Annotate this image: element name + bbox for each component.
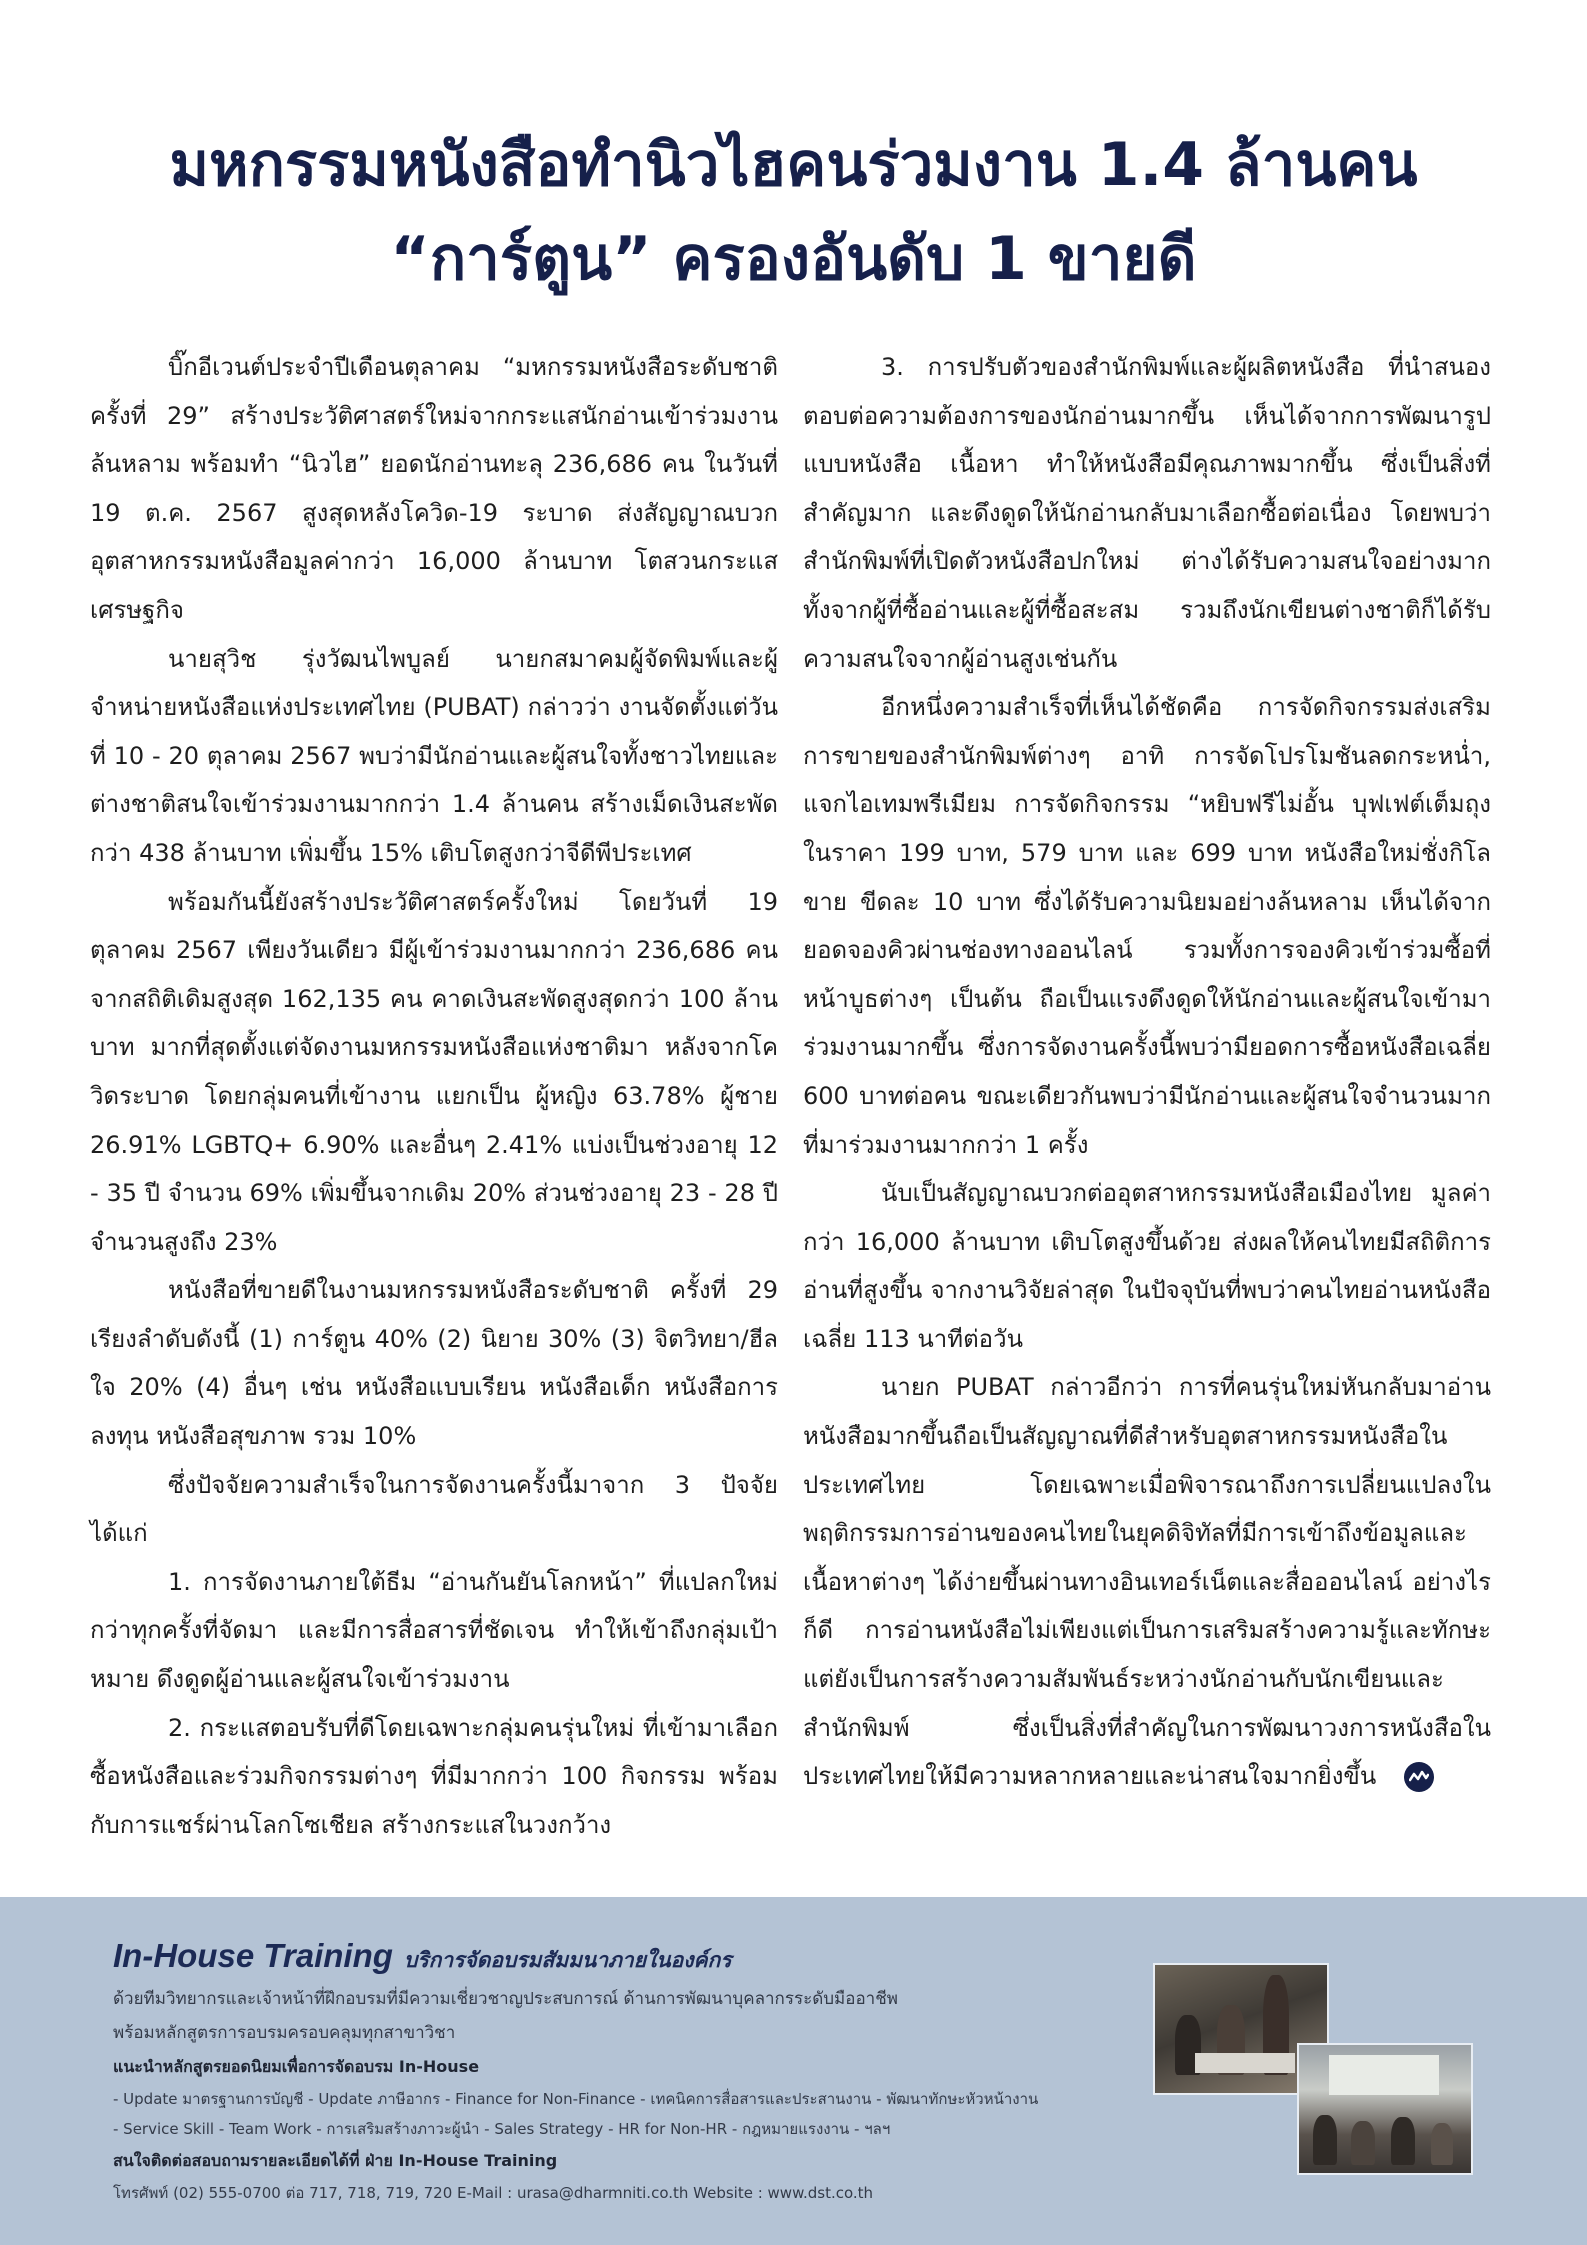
headline-line-2: “การ์ตูน” ครองอันดับ 1 ขายดี: [390, 224, 1197, 294]
article-right-column: [803, 343, 1491, 1801]
paragraph: 3. การปรับตัวของสำนักพิมพ์และผู้ผลิตหนังสือ ที่นำสนองตอบต่อความต้องการของนักอ่านมากขึ้น เห็นได้จากการพัฒนารูปแบบหนังสือ เนื้อหา ทำให้หนังสือมีคุณภาพมากขึ้น ซึ่งเป็นสิ่งที่สำคัญมาก และดึงดูดให้นักอ่านกลับมาเลือกซื้อต่อเนื่อง โดยพบว่า สำนักพิมพ์ที่เปิดตัวหนังสือปกใหม่ ต่างได้รับความสนใจอย่างมาก ทั้งจากผู้ที่ซื้ออ่านและผู้ที่ซื้อสะสม รวมถึงนักเขียนต่างชาติก็ได้รับความสนใจจากผู้อ่านสูงเช่นกัน: [803, 353, 1491, 673]
footer-brand-subtitle: บริการจัดอบรมสัมมนาภายในองค์กร: [404, 1948, 732, 1972]
paragraph: 1. การจัดงานภายใต้ธีม “อ่านกันยันโลกหน้า” ที่แปลกใหม่กว่าทุกครั้งที่จัดมา และมีการสื่อสารที่ชัดเจน ทำให้เข้าถึงกลุ่มเป้าหมาย ดึงดูดผู้อ่านและผู้สนใจเข้าร่วมงาน: [90, 1567, 778, 1694]
footer-description-line-2: พร้อมหลักสูตรการอบรมครอบคลุมทุกสาขาวิชา: [113, 2023, 456, 2043]
paragraph: นายสุวิช รุ่งวัฒนไพบูลย์ นายกสมาคมผู้จัดพิมพ์และผู้จำหน่ายหนังสือแห่งประเทศไทย (PUBAT) กล่าวว่า งานจัดตั้งแต่วันที่ 10 - 20 ตุลาคม 2567 พบว่ามีนักอ่านและผู้สนใจทั้งชาวไทยและต่างชาติสนใจเข้าร่วมงานมากกว่า 1.4 ล้านคน สร้างเม็ดเงินสะพัดกว่า 438 ล้านบาท เพิ่มขึ้น 15% เติบโตสูงกว่าจีดีพีประเทศ: [90, 644, 778, 867]
footer-contact-line: โทรศัพท์ (02) 555-0700 ต่อ 717, 718, 719, 720 E-Mail : urasa@dharmniti.co.th Website : www.dst.co.th: [113, 2184, 874, 2202]
paragraph-last: [803, 1363, 1491, 1800]
footer-courses-heading: แนะนำหลักสูตรยอดนิยมเพื่อการจัดอบรม In-House: [113, 2057, 480, 2076]
end-of-article-icon: [1404, 1762, 1434, 1792]
footer-title: [113, 1937, 732, 1977]
article-left-column: [90, 343, 778, 1849]
paragraph: หนังสือที่ขายดีในงานมหกรรมหนังสือระดับชาติ ครั้งที่ 29 เรียงลำดับดังนี้ (1) การ์ตูน 40% (2) นิยาย 30% (3) จิตวิทยา/ฮีลใจ 20% (4) อื่นๆ เช่น หนังสือแบบเรียน หนังสือเด็ก หนังสือการลงทุน หนังสือสุขภาพ รวม 10%: [90, 1276, 778, 1451]
paragraph: นับเป็นสัญญาณบวกต่ออุตสาหกรรมหนังสือเมืองไทย มูลค่ากว่า 16,000 ล้านบาท เติบโตสูงขึ้นด้วย ส่งผลให้คนไทยมีสถิติการอ่านที่สูงขึ้น จากงานวิจัยล่าสุด ในปัจจุบันที่พบว่าคนไทยอ่านหนังสือเฉลี่ย 113 นาทีต่อวัน: [803, 1179, 1491, 1353]
footer-brand: In-House Training: [113, 1937, 393, 1974]
footer-ad-panel: [0, 1897, 1587, 2245]
headline-line-1: มหกรรมหนังสือทำนิวไฮคนร่วมงาน 1.4 ล้านคน: [169, 130, 1418, 200]
footer-contact-heading: สนใจติดต่อสอบถามรายละเอียดได้ที่ ฝ่าย In-House Training: [113, 2151, 558, 2170]
paragraph: บิ๊กอีเวนต์ประจำปีเดือนตุลาคม “มหกรรมหนังสือระดับชาติ ครั้งที่ 29” สร้างประวัติศาสตร์ใหม่จากกระแสนักอ่านเข้าร่วมงานล้นหลาม พร้อมทำ “นิวไฮ” ยอดนักอ่านทะลุ 236,686 คน ในวันที่ 19 ต.ค. 2567 สูงสุดหลังโควิด-19 ระบาด ส่งสัญญาณบวกอุตสาหกรรมหนังสือมูลค่ากว่า 16,000 ล้านบาท โตสวนกระแสเศรษฐกิจ: [90, 353, 778, 624]
paragraph-text: นายก PUBAT กล่าวอีกว่า การที่คนรุ่นใหม่หันกลับมาอ่านหนังสือมากขึ้นถือเป็นสัญญาณที่ดีสำหรับอุตสาหกรรมหนังสือในประเทศไทย โดยเฉพาะเมื่อพิจารณาถึงการเปลี่ยนแปลงในพฤติกรรมการอ่านของคนไทยในยุคดิจิทัลที่มีการเข้าถึงข้อมูลและเนื้อหาต่างๆ ได้ง่ายขึ้นผ่านทางอินเทอร์เน็ตและสื่อออนไลน์ อย่างไรก็ดี การอ่านหนังสือไม่เพียงแต่เป็นการเสริมสร้างความรู้และทักษะ แต่ยังเป็นการสร้างความสัมพันธ์ระหว่างนักอ่านกับนักเขียนและสำนักพิมพ์ ซึ่งเป็นสิ่งที่สำคัญในการพัฒนาวงการหนังสือในประเทศไทยให้มีความหลากหลายและน่าสนใจมากยิ่งขึ้น: [803, 1373, 1491, 1791]
footer-courses-line-2: - Service Skill - Team Work - การเสริมสร้างภาวะผู้นำ - Sales Strategy - HR for Non-HR - กฎหมายแรงงาน - ฯลฯ: [113, 2120, 891, 2138]
footer-courses-line-1: - Update มาตรฐานการบัญชี - Update ภาษีอากร - Finance for Non-Finance - เทคนิคการสื่อสารและประสานงาน - พัฒนาทักษะหัวหน้างาน: [113, 2090, 1039, 2108]
training-photo-2: [1297, 2043, 1473, 2175]
paragraph: อีกหนึ่งความสำเร็จที่เห็นได้ชัดคือ การจัดกิจกรรมส่งเสริมการขายของสำนักพิมพ์ต่างๆ อาทิ การจัดโปรโมชันลดกระหน่ำ, แจกไอเทมพรีเมียม การจัดกิจกรรม “หยิบฟรีไม่อั้น บุฟเฟต์เต็มถุง ในราคา 199 บาท, 579 บาท และ 699 บาท หนังสือใหม่ชั่งกิโลขาย ขีดละ 10 บาท ซึ่งได้รับความนิยมอย่างล้นหลาม เห็นได้จากยอดจองคิวผ่านช่องทางออนไลน์ รวมทั้งการจองคิวเข้าร่วมซื้อที่หน้าบูธต่างๆ เป็นต้น ถือเป็นแรงดึงดูดให้นักอ่านและผู้สนใจเข้ามาร่วมงานมากขึ้น ซึ่งการจัดงานครั้งนี้พบว่ามียอดการซื้อหนังสือเฉลี่ย 600 บาทต่อคน ขณะเดียวกันพบว่ามีนักอ่านและผู้สนใจจำนวนมากที่มาร่วมงานมากกว่า 1 ครั้ง: [803, 693, 1491, 1159]
headline: [60, 118, 1527, 306]
footer-description-line-1: ด้วยทีมวิทยากรและเจ้าหน้าที่ฝึกอบรมที่มีความเชี่ยวชาญประสบการณ์ ด้านการพัฒนาบุคลากรระดับมืออาชีพ: [113, 1989, 898, 2009]
paragraph: 2. กระแสตอบรับที่ดีโดยเฉพาะกลุ่มคนรุ่นใหม่ ที่เข้ามาเลือกซื้อหนังสือและร่วมกิจกรรมต่างๆ ที่มีมากกว่า 100 กิจกรรม พร้อมกับการแชร์ผ่านโลกโซเชียล สร้างกระแสในวงกว้าง: [90, 1713, 778, 1839]
paragraph: ซึ่งปัจจัยความสำเร็จในการจัดงานครั้งนี้มาจาก 3 ปัจจัย ได้แก่: [90, 1470, 778, 1548]
paragraph: พร้อมกันนี้ยังสร้างประวัติศาสตร์ครั้งใหม่ โดยวันที่ 19 ตุลาคม 2567 เพียงวันเดียว มีผู้เข้าร่วมงานมากกว่า 236,686 คน จากสถิติเดิมสูงสุด 162,135 คน คาดเงินสะพัดสูงสุดกว่า 100 ล้านบาท มากที่สุดตั้งแต่จัดงานมหกรรมหนังสือแห่งชาติมา หลังจากโควิดระบาด โดยกลุ่มคนที่เข้างาน แยกเป็น ผู้หญิง 63.78% ผู้ชาย 26.91% LGBTQ+ 6.90% และอื่นๆ 2.41% แบ่งเป็นช่วงอายุ 12 - 35 ปี จำนวน 69% เพิ่มขึ้นจากเดิม 20% ส่วนช่วงอายุ 23 - 28 ปี จำนวนสูงถึง 23%: [90, 887, 778, 1256]
